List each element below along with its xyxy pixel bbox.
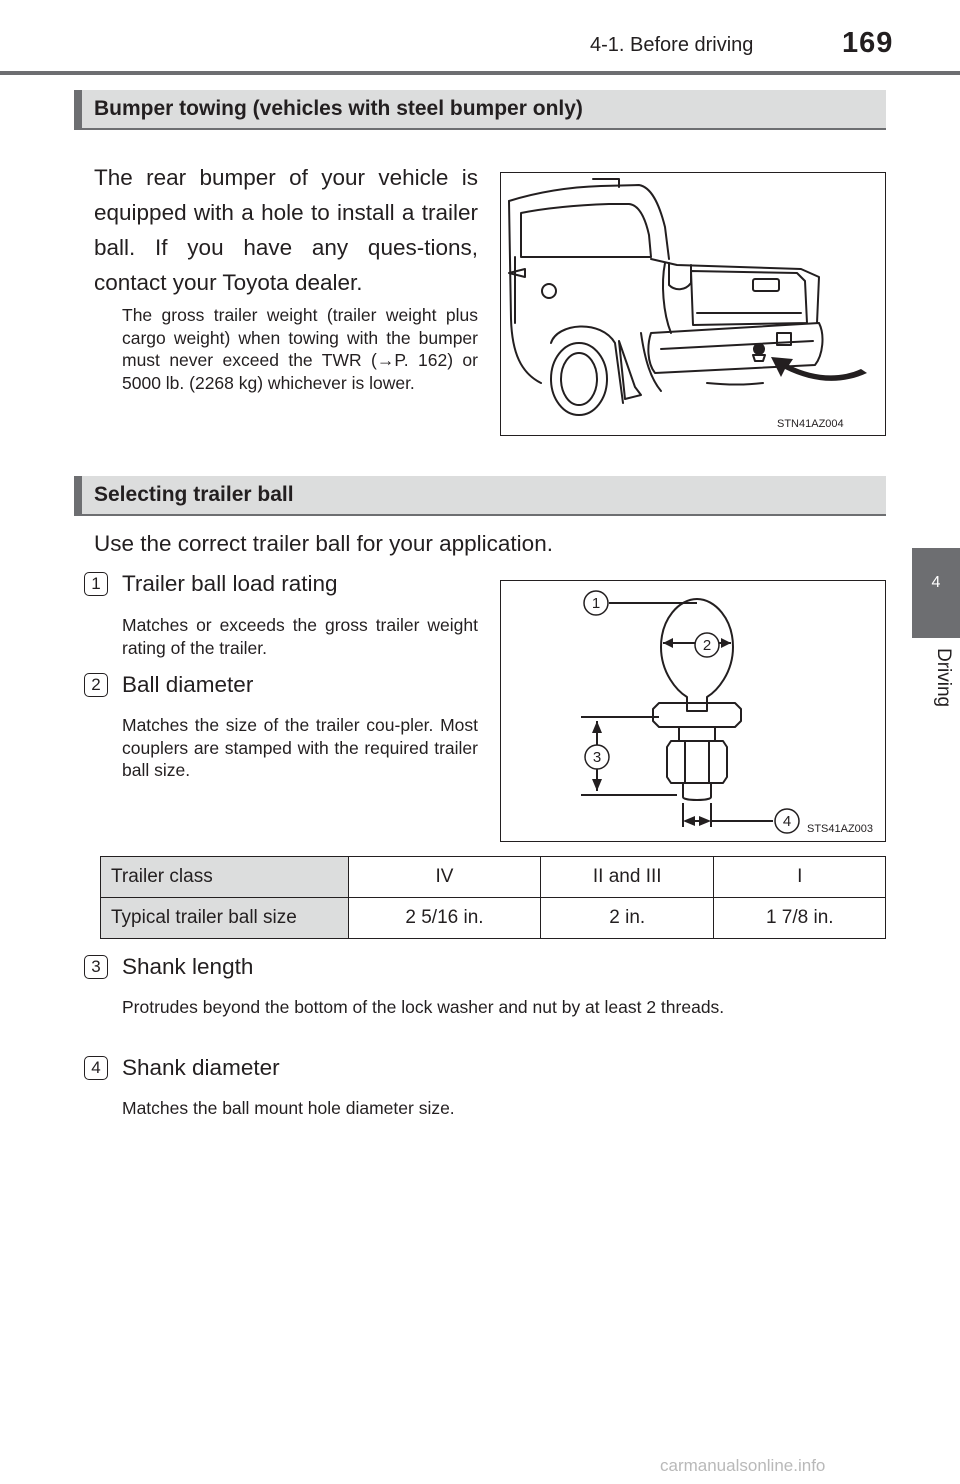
table-cell: 1 7/8 in. xyxy=(714,898,886,939)
chapter-label xyxy=(912,648,960,728)
table-cell: I xyxy=(714,857,886,898)
item-title-load-rating: Trailer ball load rating xyxy=(122,571,338,596)
chapter-label-text: Driving xyxy=(933,648,954,708)
table-cell: 2 in. xyxy=(540,898,714,939)
truck-rear-illustration xyxy=(501,173,884,434)
watermark: carmanualsonline.info xyxy=(660,1456,826,1475)
selecting-lead-text: Use the correct trailer ball for your application. xyxy=(94,531,553,556)
trailer-ball-diagram xyxy=(501,581,884,840)
section-heading-bumper-towing xyxy=(74,90,886,130)
item-text-shank-diameter: Matches the ball mount hole diameter size. xyxy=(122,1098,455,1118)
chapter-tab xyxy=(912,548,960,638)
chapter-number: 4 xyxy=(931,574,941,591)
section-heading-selecting-ball xyxy=(74,476,886,516)
figure-code: STS41AZ003 xyxy=(807,823,874,835)
trailer-ball-size-table xyxy=(100,856,886,939)
truck-bumper-figure xyxy=(500,172,886,436)
bumper-note-text: The gross trailer weight (trailer weight plus cargo weight) when towing with the bumper must never exceed the TWR (→P. 162) or 5000 lb. (2268 kg) whichever is lower. xyxy=(122,305,478,393)
table-cell: 2 5/16 in. xyxy=(349,898,541,939)
item-number-1: 1 xyxy=(84,572,108,596)
page-number: 169 xyxy=(842,27,894,59)
table-header-cell: Typical trailer ball size xyxy=(101,898,349,939)
item-text-load-rating: Matches or exceeds the gross trailer weight rating of the trailer. xyxy=(122,615,478,658)
trailer-ball-figure xyxy=(500,580,886,842)
table-row xyxy=(101,857,886,898)
bumper-lead-text: The rear bumper of your vehicle is equipped with a hole to install a trailer ball. If you have any ques-tions, contact your Toyota dealer. xyxy=(94,165,478,295)
figure-code: STN41AZ004 xyxy=(777,418,844,430)
item-number-2: 2 xyxy=(84,673,108,697)
item-title-ball-diameter: Ball diameter xyxy=(122,672,254,697)
section-heading-text: Selecting trailer ball xyxy=(94,483,294,506)
item-number-3: 3 xyxy=(84,955,108,979)
callout-4: 4 xyxy=(782,813,792,830)
item-text-ball-diameter: Matches the size of the trailer cou-pler. Most couplers are stamped with the required trailer ball size. xyxy=(122,715,478,780)
callout-1: 1 xyxy=(591,595,601,612)
table-cell: II and III xyxy=(540,857,714,898)
table-header-cell: Trailer class xyxy=(101,857,349,898)
callout-3: 3 xyxy=(592,749,602,766)
header-rule xyxy=(0,71,960,75)
section-heading-text: Bumper towing (vehicles with steel bumper only) xyxy=(94,97,583,120)
item-title-shank-diameter: Shank diameter xyxy=(122,1055,280,1080)
table-row xyxy=(101,898,886,939)
item-number-4: 4 xyxy=(84,1056,108,1080)
item-text-shank-length: Protrudes beyond the bottom of the lock washer and nut by at least 2 threads. xyxy=(122,997,725,1017)
table-cell: IV xyxy=(349,857,541,898)
item-title-shank-length: Shank length xyxy=(122,954,254,979)
section-title: 4-1. Before driving xyxy=(590,34,754,56)
callout-2: 2 xyxy=(702,637,712,654)
